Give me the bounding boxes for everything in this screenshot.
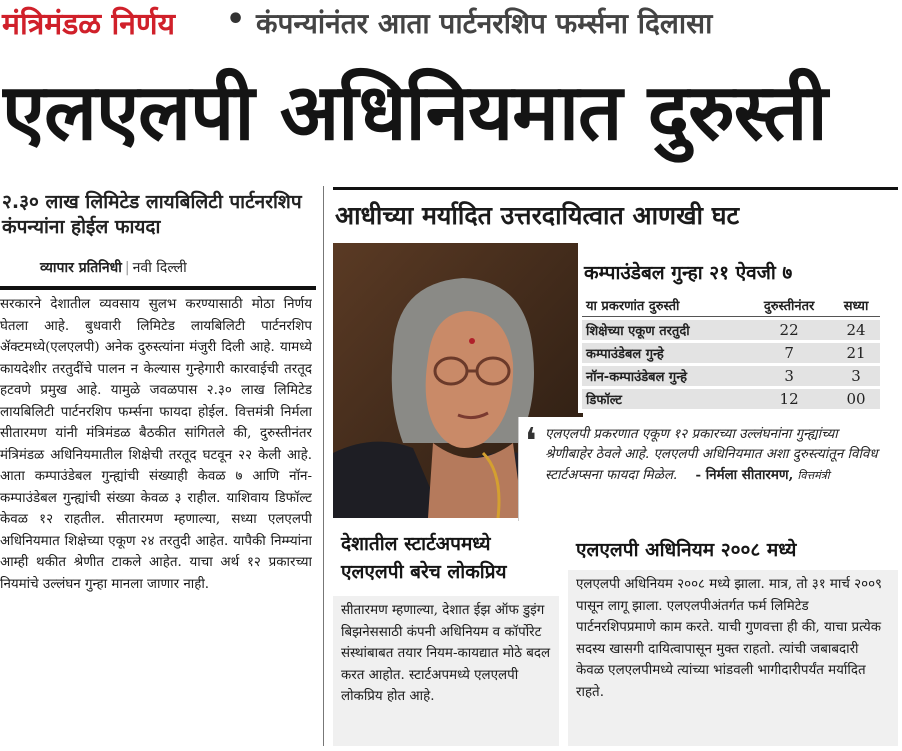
table-cell: 7: [746, 343, 832, 363]
kicker-bullet: •: [226, 2, 246, 37]
llp-act-box-text: एलएलपी अधिनियम २००८ मध्ये झाला. मात्र, तो ३१ मार्च २००९ पासून लागू झाला. एलएलपीअंतर्गत फर्म लिमिटेड पार्टनरशिपप्रमाणे काम करते. याची गुणवत्ता ही की, याचा प्रत्येक सदस्य खासगी दायित्वापासून मुक्त राहतो. त्यांची जबाबदारी केवळ एलएलपीमध्ये त्यांच्या भांडवली भागीदारीपर्यंत मर्यादित राहते.: [576, 577, 882, 700]
quote-text: एलएलपी प्रकरणात एकूण १२ प्रकारच्या उल्लंघनांना गुन्ह्यांच्या श्रेणीबाहेर ठेवले आहे. एलएलपी अधिनियमात अशा दुरुस्त्यांतून विविध स्टार्टअप्सना फायदा मिळेल.: [545, 427, 878, 483]
quote-mark-icon: ❛: [525, 421, 537, 462]
table-cell: 12: [746, 389, 832, 409]
llp-act-box-head: एलएलपी अधिनियम २००८ मध्ये: [568, 524, 898, 570]
startups-box: [333, 524, 559, 746]
table-header-row: [582, 294, 880, 317]
table-cell: 3: [746, 366, 832, 386]
byline: [40, 258, 320, 277]
subheadline: २.३० लाख लिमिटेड लायबिलिटी पार्टनरशिप कंपन्यांना होईल फायदा: [2, 191, 302, 238]
byline-author: व्यापार प्रतिनिधी: [40, 260, 122, 276]
table-row: [582, 366, 880, 386]
kicker-line: [0, 0, 902, 52]
table-cell: 3: [832, 366, 880, 386]
table-cell: 00: [832, 389, 880, 409]
byline-separator: |: [124, 260, 130, 276]
startups-box-head: देशातील स्टार्टअपमध्ये एलएलपी बरेच लोकप्रिय: [333, 524, 559, 596]
section-label: मंत्रिमंडळ निर्णय: [2, 7, 176, 42]
section-rule-left: [0, 286, 316, 290]
quote-body: [545, 425, 886, 486]
table-header: सध्या: [832, 294, 880, 317]
table-row: [582, 389, 880, 409]
section-rule-right: [333, 187, 898, 190]
table-header: या प्रकरणांत दुरुस्ती: [582, 294, 746, 317]
table-header: दुरुस्तीनंतर: [746, 294, 832, 317]
pull-quote: [518, 417, 894, 521]
quote-attribution: - निर्मला सीतारमण,: [695, 467, 794, 483]
table-cell: डिफॉल्ट: [582, 389, 746, 409]
table-cell: शिक्षेच्या एकूण तरतुदी: [582, 320, 746, 340]
secondary-headline: आधीच्या मर्यादित उत्तरदायित्वात आणखी घट: [335, 201, 740, 230]
llp-act-box: [568, 524, 898, 746]
table-cell: कम्पाउंडेबल गुन्हे: [582, 343, 746, 363]
main-headline: एलएलपी अधिनियमात दुरुस्ती: [2, 68, 827, 158]
column-divider: [323, 186, 324, 746]
table-row: [582, 343, 880, 363]
provisions-table: [582, 291, 880, 412]
table-title: कम्पाउंडेबल गुन्हा २१ ऐवजी ७: [584, 262, 793, 284]
table-row: [582, 320, 880, 340]
table-cell: 24: [832, 320, 880, 340]
table-cell: नॉन-कम्पाउंडेबल गुन्हे: [582, 366, 746, 386]
kicker-text: कंपन्यांनंतर आता पार्टनरशिप फर्म्सना दिलासा: [256, 7, 713, 40]
table-cell: 21: [832, 343, 880, 363]
table-cell: 22: [746, 320, 832, 340]
comparison-table-panel: [578, 243, 890, 413]
article-body: सरकारने देशातील व्यवसाय सुलभ करण्यासाठी मोठा निर्णय घेतला आहे. बुधवारी लिमिटेड लायबिलिटी पार्टनरशिप ॲक्टमध्ये(एलएलपी) अनेक दुरुस्त्यांना मंजुरी दिली आहे. यामध्ये कायदेशीर तरतुदींचे पालन न केल्यास गुन्हेगारी कारवाईची तरतूद हटवणे प्रमुख आहे. यामुळे जवळपास २.३० लाख लिमिटेड लायबिलिटी पार्टनरशिप फर्म्सना फायदा होईल. वित्तमंत्री निर्मला सीतारमण यांनी मंत्रिमंडळ बैठकीत सांगितले की, दुरुस्तीनंतर मंत्रिमंडळ अधिनियमातील शिक्षेची तरतूद घटवून २२ केली आहे. आता कम्पाउंडेबल गुन्ह्यांची संख्याही केवळ ७ आणि नॉन-कम्पाउंडेबल गुन्ह्यांची संख्या केवळ ३ राहील. याशिवाय डिफॉल्ट केवळ १२ राहतील. सीतारमण म्हणाल्या, सध्या एलएलपी अधिनियमात शिक्षेच्या एकूण २४ तरतुदी आहेत. यापैकी निम्म्यांना आम्ही थकीत श्रेणीत टाकले आहेत. याचा अर्थ १२ प्रकारच्या नियमांचे उल्लंघन गुन्हा मानला जाणार नाही.: [0, 297, 312, 592]
startups-box-text: सीतारमण म्हणाल्या, देशात ईझ ऑफ डुइंग बिझनेससाठी कंपनी अधिनियम व कॉर्पोरेट संस्थांबाबत तयार नियम-कायद्यात मोठे बदल करत आहोत. स्टार्टअपमध्ये एलएलपी लोकप्रिय होत आहे.: [341, 603, 551, 704]
quote-role: वित्तमंत्री: [797, 469, 830, 482]
byline-place: नवी दिल्ली: [132, 260, 187, 276]
